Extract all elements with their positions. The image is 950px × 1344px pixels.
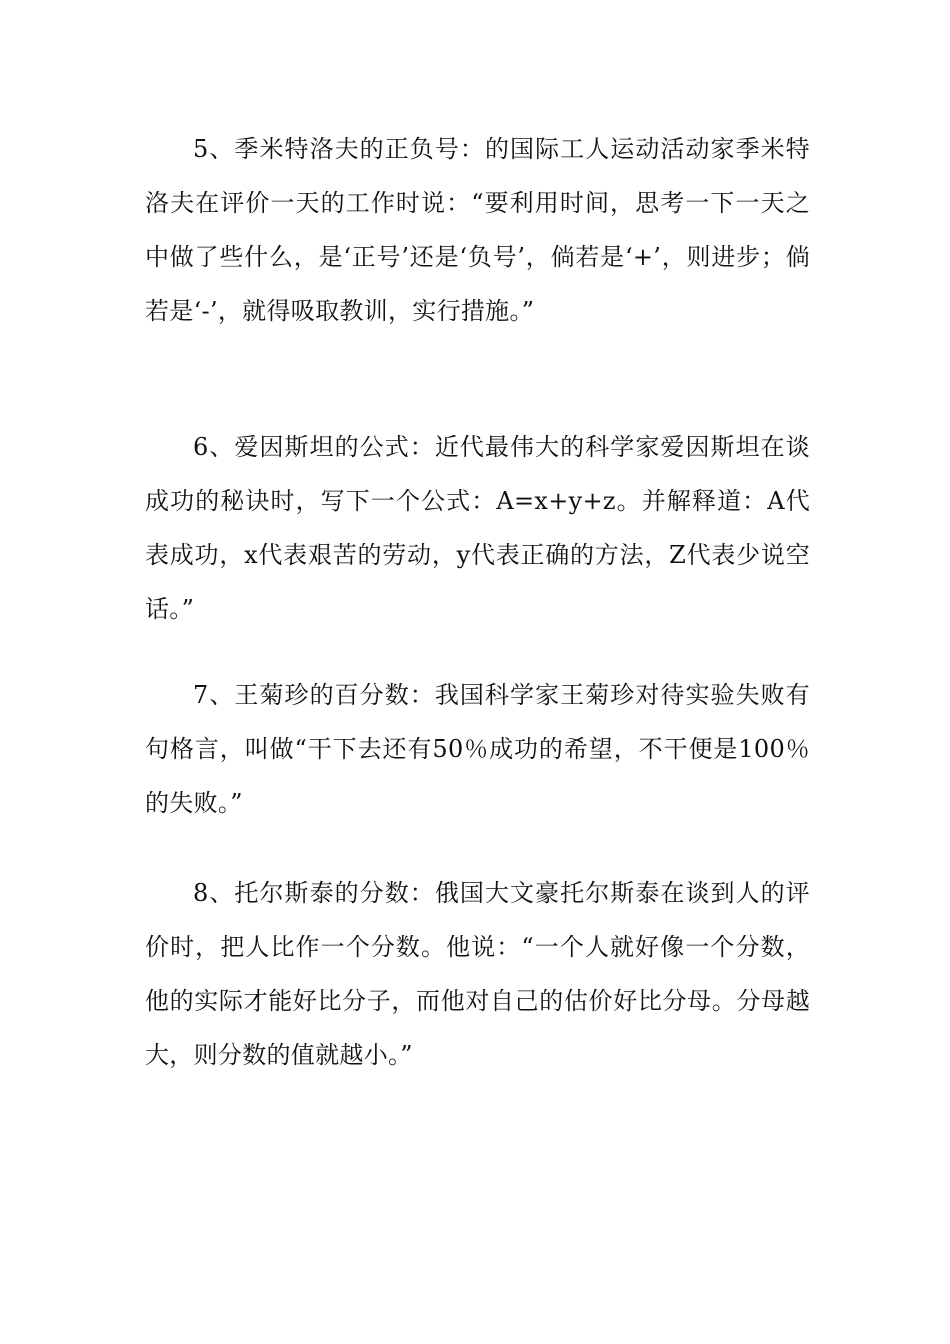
paragraph-wang-juzhen-percentage: 7、王菊珍的百分数：我国科学家王菊珍对待实验失败有句格言，叫做“干下去还有50％成功的希望，不干便是100％的失败。” xyxy=(145,681,810,817)
paragraph-dimitrov-plus-minus: 5、季米特洛夫的正负号：的国际工人运动活动家季米特洛夫在评价一天的工作时说：“要利用时间，思考一下一天之中做了些什么，是‘正号’还是‘负号’，倘若是‘+’，则进步；倘若是‘-’，就得吸取教训，实行措施。” xyxy=(145,135,810,325)
paragraph-tolstoy-fraction: 8、托尔斯泰的分数：俄国大文豪托尔斯泰在谈到人的评价时，把人比作一个分数。他说：“一个人就好像一个分数，他的实际才能好比分子，而他对自己的估价好比分母。分母越大，则分数的值就越小。” xyxy=(145,879,810,1069)
paragraph-einstein-formula: 6、爱因斯坦的公式：近代最伟大的科学家爱因斯坦在谈成功的秘诀时，写下一个公式：A=x+y+z。并解释道：A代表成功，x代表艰苦的劳动，y代表正确的方法，Z代表少说空话。” xyxy=(145,433,810,623)
